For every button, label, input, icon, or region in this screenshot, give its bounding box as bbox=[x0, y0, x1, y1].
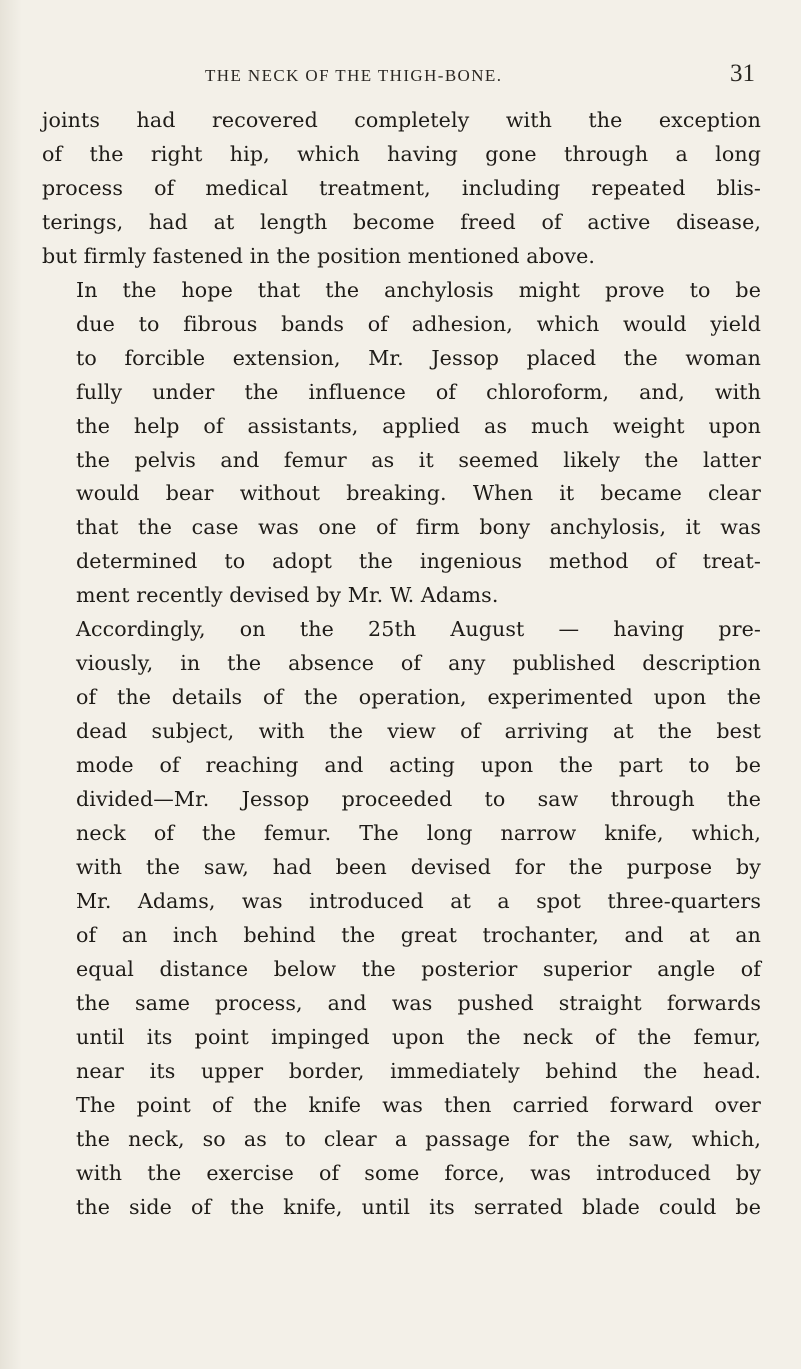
text-line: Accordingly, on the 25th August — having pre- bbox=[76, 617, 761, 642]
text-line: would bear without breaking. When it became clear bbox=[76, 481, 761, 506]
text-line: ment recently devised by Mr. W. Adams. bbox=[76, 583, 499, 608]
body-text bbox=[42, 104, 761, 1224]
paragraph bbox=[42, 613, 761, 1224]
text-line: dead subject, with the view of arriving at the best bbox=[76, 719, 761, 744]
text-line: with the saw, had been devised for the purpose by bbox=[76, 854, 761, 879]
text-line: joints had recovered completely with the exception bbox=[42, 108, 761, 132]
text-line: In the hope that the anchylosis might prove to be bbox=[76, 277, 761, 302]
text-line: the neck, so as to clear a passage for the saw, which, bbox=[76, 1126, 761, 1151]
text-line: to forcible extension, Mr. Jessop placed the woman bbox=[76, 345, 761, 370]
text-line: determined to adopt the ingenious method of treat- bbox=[76, 549, 761, 574]
text-line: equal distance below the posterior superior angle of bbox=[76, 956, 761, 981]
text-line: until its point impinged upon the neck of the femur, bbox=[76, 1024, 761, 1049]
text-line: divided—Mr. Jessop proceeded to saw through the bbox=[76, 787, 761, 812]
text-line: due to fibrous bands of adhesion, which would yield bbox=[76, 311, 761, 336]
text-line: the pelvis and femur as it seemed likely the latter bbox=[76, 447, 761, 472]
text-line: terings, had at length become freed of active disease, bbox=[42, 209, 761, 234]
text-line: of an inch behind the great trochanter, and at an bbox=[76, 922, 761, 947]
text-line: the help of assistants, applied as much weight upon bbox=[76, 413, 761, 438]
page-number: 31 bbox=[730, 60, 755, 87]
paragraph bbox=[42, 104, 761, 274]
text-line: mode of reaching and acting upon the part to be bbox=[76, 753, 761, 778]
text-line: The point of the knife was then carried forward over bbox=[76, 1092, 761, 1117]
paragraph bbox=[42, 274, 761, 614]
text-line: that the case was one of firm bony anchylosis, it was bbox=[76, 515, 761, 540]
text-line: of the right hip, which having gone through a long bbox=[42, 141, 761, 166]
text-line: near its upper border, immediately behind the head. bbox=[76, 1058, 761, 1083]
text-line: the same process, and was pushed straight forwards bbox=[76, 990, 761, 1015]
running-title: THE NECK OF THE THIGH-BONE. bbox=[205, 66, 503, 85]
text-line: but firmly fastened in the position mentioned above. bbox=[42, 243, 596, 268]
text-line: neck of the femur. The long narrow knife, which, bbox=[76, 821, 761, 846]
text-line: viously, in the absence of any published description bbox=[76, 651, 761, 676]
text-line: of the details of the operation, experimented upon the bbox=[76, 685, 761, 710]
text-line: Mr. Adams, was introduced at a spot three-quarters bbox=[76, 888, 761, 913]
text-line: the side of the knife, until its serrated blade could be bbox=[76, 1194, 761, 1219]
text-line: fully under the influence of chloroform, and, with bbox=[76, 379, 761, 404]
text-line: with the exercise of some force, was introduced by bbox=[76, 1160, 761, 1185]
text-line: process of medical treatment, including repeated blis- bbox=[42, 175, 761, 200]
running-head bbox=[42, 62, 761, 92]
